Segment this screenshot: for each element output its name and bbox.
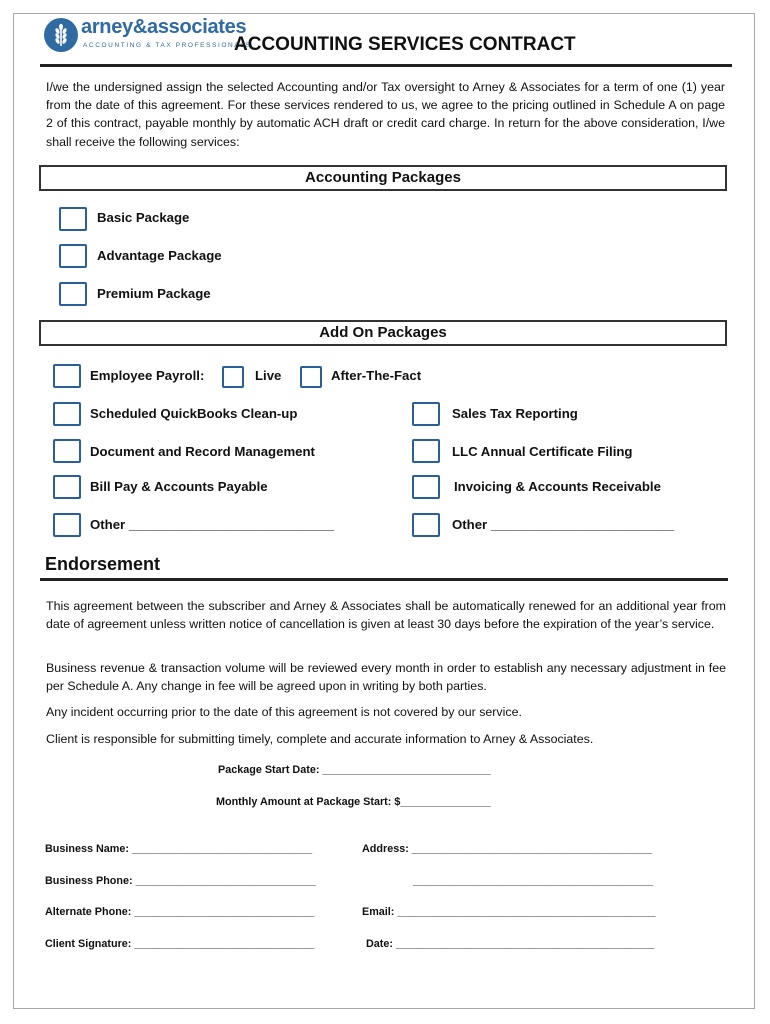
advantage-package-label: Advantage Package bbox=[97, 248, 222, 263]
endorsement-paragraph: This agreement between the subscriber and Arney & Associates shall be automatically renewed for an additional year from date of agreement unless written notice of cancellation is given at least 30 days before the expiration of the year’s service. bbox=[46, 599, 726, 631]
other-left-checkbox[interactable] bbox=[53, 513, 81, 537]
package-start-date-field[interactable]: Package Start Date: ____________________________ bbox=[218, 764, 491, 776]
sales-tax-reporting-label: Sales Tax Reporting bbox=[452, 406, 578, 421]
business-name-field[interactable]: Business Name: ______________________________ bbox=[45, 843, 313, 855]
invoicing-label: Invoicing & Accounts Receivable bbox=[454, 479, 661, 494]
email-field[interactable]: Email: ___________________________________________ bbox=[362, 906, 656, 918]
payroll-after-the-fact-checkbox[interactable] bbox=[300, 366, 322, 388]
page-title: ACCOUNTING SERVICES CONTRACT bbox=[234, 34, 576, 55]
endorsement-paragraph: Any incident occurring prior to the date of this agreement is not covered by our service. bbox=[46, 705, 522, 719]
invoicing-checkbox[interactable] bbox=[412, 475, 440, 499]
address-field[interactable]: Address: ________________________________________ bbox=[362, 843, 652, 855]
other-right-checkbox[interactable] bbox=[412, 513, 440, 537]
llc-certificate-label: LLC Annual Certificate Filing bbox=[452, 444, 633, 459]
date-field[interactable]: Date: ___________________________________________ bbox=[366, 938, 655, 950]
alternate-phone-field[interactable]: Alternate Phone: ______________________________ bbox=[45, 906, 315, 918]
endorsement-paragraph: Client is responsible for submitting timely, complete and accurate information to Arney & Associates. bbox=[46, 732, 594, 746]
quickbooks-cleanup-checkbox[interactable] bbox=[53, 402, 81, 426]
quickbooks-cleanup-label: Scheduled QuickBooks Clean-up bbox=[90, 406, 298, 421]
payroll-after-the-fact-label: After-The-Fact bbox=[331, 368, 422, 383]
intro-paragraph: I/we the undersigned assign the selected Accounting and/or Tax oversight to Arney & Associates for a term of one (1) year from the date of this agreement. For these services rendered to us, we agree to the pricing outlined in Schedule A on page 2 of this contract, payable monthly by automatic ACH draft or credit card charge. In return for the above consideration, I/we shall receive the following services: bbox=[46, 80, 725, 149]
bill-pay-label: Bill Pay & Accounts Payable bbox=[90, 479, 268, 494]
wheat-logo-icon bbox=[44, 18, 78, 52]
document-management-checkbox[interactable] bbox=[53, 439, 81, 463]
premium-package-label: Premium Package bbox=[97, 286, 211, 301]
other-right-field[interactable]: Other _________________________ bbox=[452, 517, 675, 532]
monthly-amount-field[interactable]: Monthly Amount at Package Start: $_______________ bbox=[216, 796, 491, 808]
business-phone-field[interactable]: Business Phone: ______________________________ bbox=[45, 875, 316, 887]
endorsement-paragraph: Business revenue & transaction volume will be reviewed every month in order to establish any necessary adjustment in fee per Schedule A. Any change in fee will be agreed upon in writing by both parties. bbox=[46, 661, 726, 693]
basic-package-label: Basic Package bbox=[97, 210, 190, 225]
other-left-field[interactable]: Other ____________________________ bbox=[90, 517, 335, 532]
title-divider bbox=[40, 64, 732, 67]
payroll-live-checkbox[interactable] bbox=[222, 366, 244, 388]
advantage-package-checkbox[interactable] bbox=[59, 244, 87, 268]
client-signature-field[interactable]: Client Signature: ______________________________ bbox=[45, 938, 315, 950]
endorsement-divider bbox=[40, 578, 728, 581]
basic-package-checkbox[interactable] bbox=[59, 207, 87, 231]
addon-packages-header: Add On Packages bbox=[39, 320, 727, 346]
accounting-packages-header: Accounting Packages bbox=[39, 165, 727, 191]
employee-payroll-checkbox[interactable] bbox=[53, 364, 81, 388]
logo-name: arney&associates bbox=[81, 16, 247, 38]
sales-tax-reporting-checkbox[interactable] bbox=[412, 402, 440, 426]
document-management-label: Document and Record Management bbox=[90, 444, 315, 459]
premium-package-checkbox[interactable] bbox=[59, 282, 87, 306]
endorsement-heading: Endorsement bbox=[45, 554, 161, 574]
logo-tagline: ACCOUNTING & TAX PROFESSIONALS bbox=[83, 42, 252, 49]
address-line2-field[interactable]: ________________________________________ bbox=[413, 875, 654, 887]
payroll-live-label: Live bbox=[255, 368, 282, 383]
document-page bbox=[13, 13, 755, 1009]
llc-certificate-checkbox[interactable] bbox=[412, 439, 440, 463]
employee-payroll-label: Employee Payroll: bbox=[90, 368, 205, 383]
bill-pay-checkbox[interactable] bbox=[53, 475, 81, 499]
